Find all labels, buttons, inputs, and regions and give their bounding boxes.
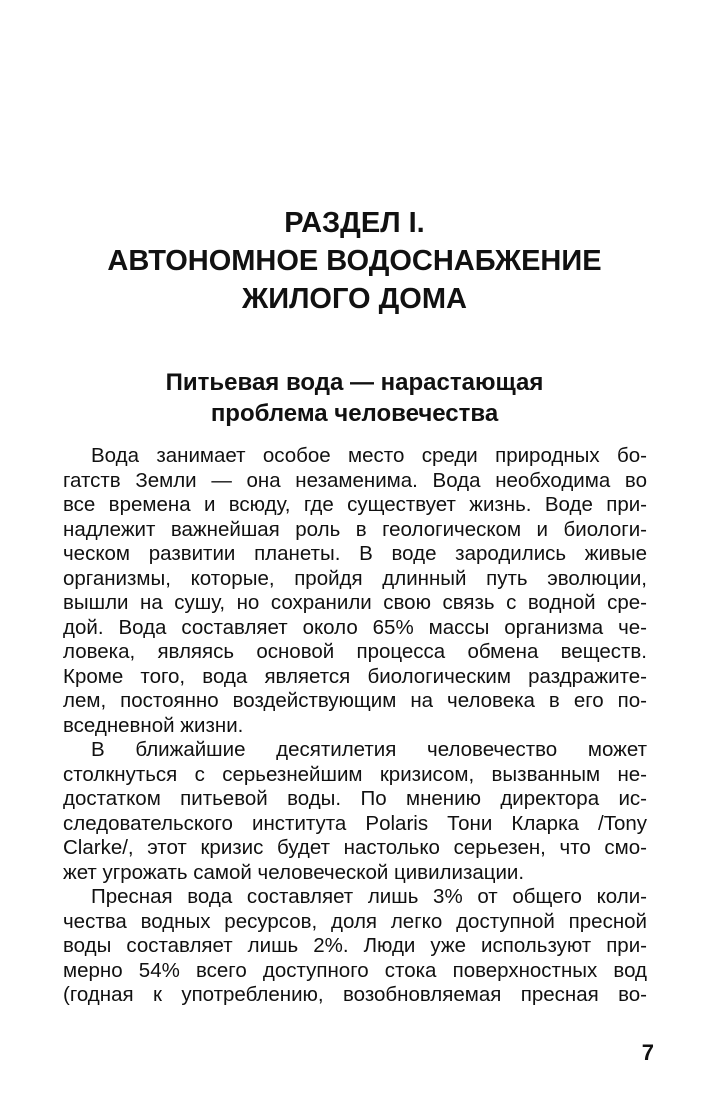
text-line: ловека, являясь основой процесса обмена веществ. (63, 640, 647, 663)
text-line: ческом развитии планеты. В воде зародились живые (63, 542, 647, 565)
text-line: следовательского института Polaris Тони Кларка /Tony (63, 811, 647, 835)
text-line: Вода занимает особое место среди природных бо- (91, 444, 647, 467)
section-title-line: АВТОНОМНОЕ ВОДОСНАБЖЕНИЕ (107, 245, 602, 277)
subsection-title-line: Питьевая вода — нарастающая (165, 369, 544, 396)
text-line: В ближайшие десятилетия человечество может (91, 738, 647, 761)
text-line: Кроме того, вода является биологическим раздражите- (63, 664, 647, 688)
text-line: дой. Вода составляет около 65% массы организма че- (63, 615, 647, 639)
paragraph (63, 885, 647, 1008)
paragraph (63, 738, 647, 885)
text-line: лем, постоянно воздействующим на человека в его по- (63, 689, 647, 712)
text-line: жет угрожать самой человеческой цивилизации. (63, 860, 525, 884)
subsection-title (60, 367, 649, 429)
subsection-title-line: проблема человечества (210, 400, 499, 427)
page-number: 7 (641, 1040, 654, 1065)
text-line: вышли на сушу, но сохранили свою связь с водной сре- (63, 591, 647, 614)
paragraph (63, 444, 647, 738)
text-line: мерно 54% всего доступного стока поверхностных вод (63, 958, 647, 982)
text-line: гатств Земли — она незаменима. Вода необходима во (63, 468, 647, 492)
section-title-line: ЖИЛОГО ДОМА (242, 283, 467, 315)
section-title (60, 204, 649, 318)
text-line: Пресная вода составляет лишь 3% от общего коли- (91, 885, 647, 908)
text-line: (годная к употреблению, возобновляемая пресная во- (63, 983, 647, 1006)
text-line: достатком питьевой воды. По мнению директора ис- (63, 787, 647, 810)
body-text (63, 444, 647, 1008)
section-title-line: РАЗДЕЛ I. (284, 207, 425, 239)
text-line: организмы, которые, пройдя длинный путь эволюции, (63, 566, 647, 590)
text-line: надлежит важнейшая роль в геологическом и биологи- (63, 517, 647, 541)
text-line: все времена и всюду, где существует жизнь. Воде при- (63, 493, 647, 516)
text-line: воды составляет лишь 2%. Люди уже используют при- (63, 934, 647, 957)
text-line: столкнуться с серьезнейшим кризисом, вызванным не- (63, 762, 647, 786)
text-line: Clarke/, этот кризис будет настолько серьезен, что смо- (63, 836, 647, 859)
text-line: чества водных ресурсов, доля легко доступной пресной (63, 909, 647, 933)
text-line: вседневной жизни. (63, 713, 244, 737)
